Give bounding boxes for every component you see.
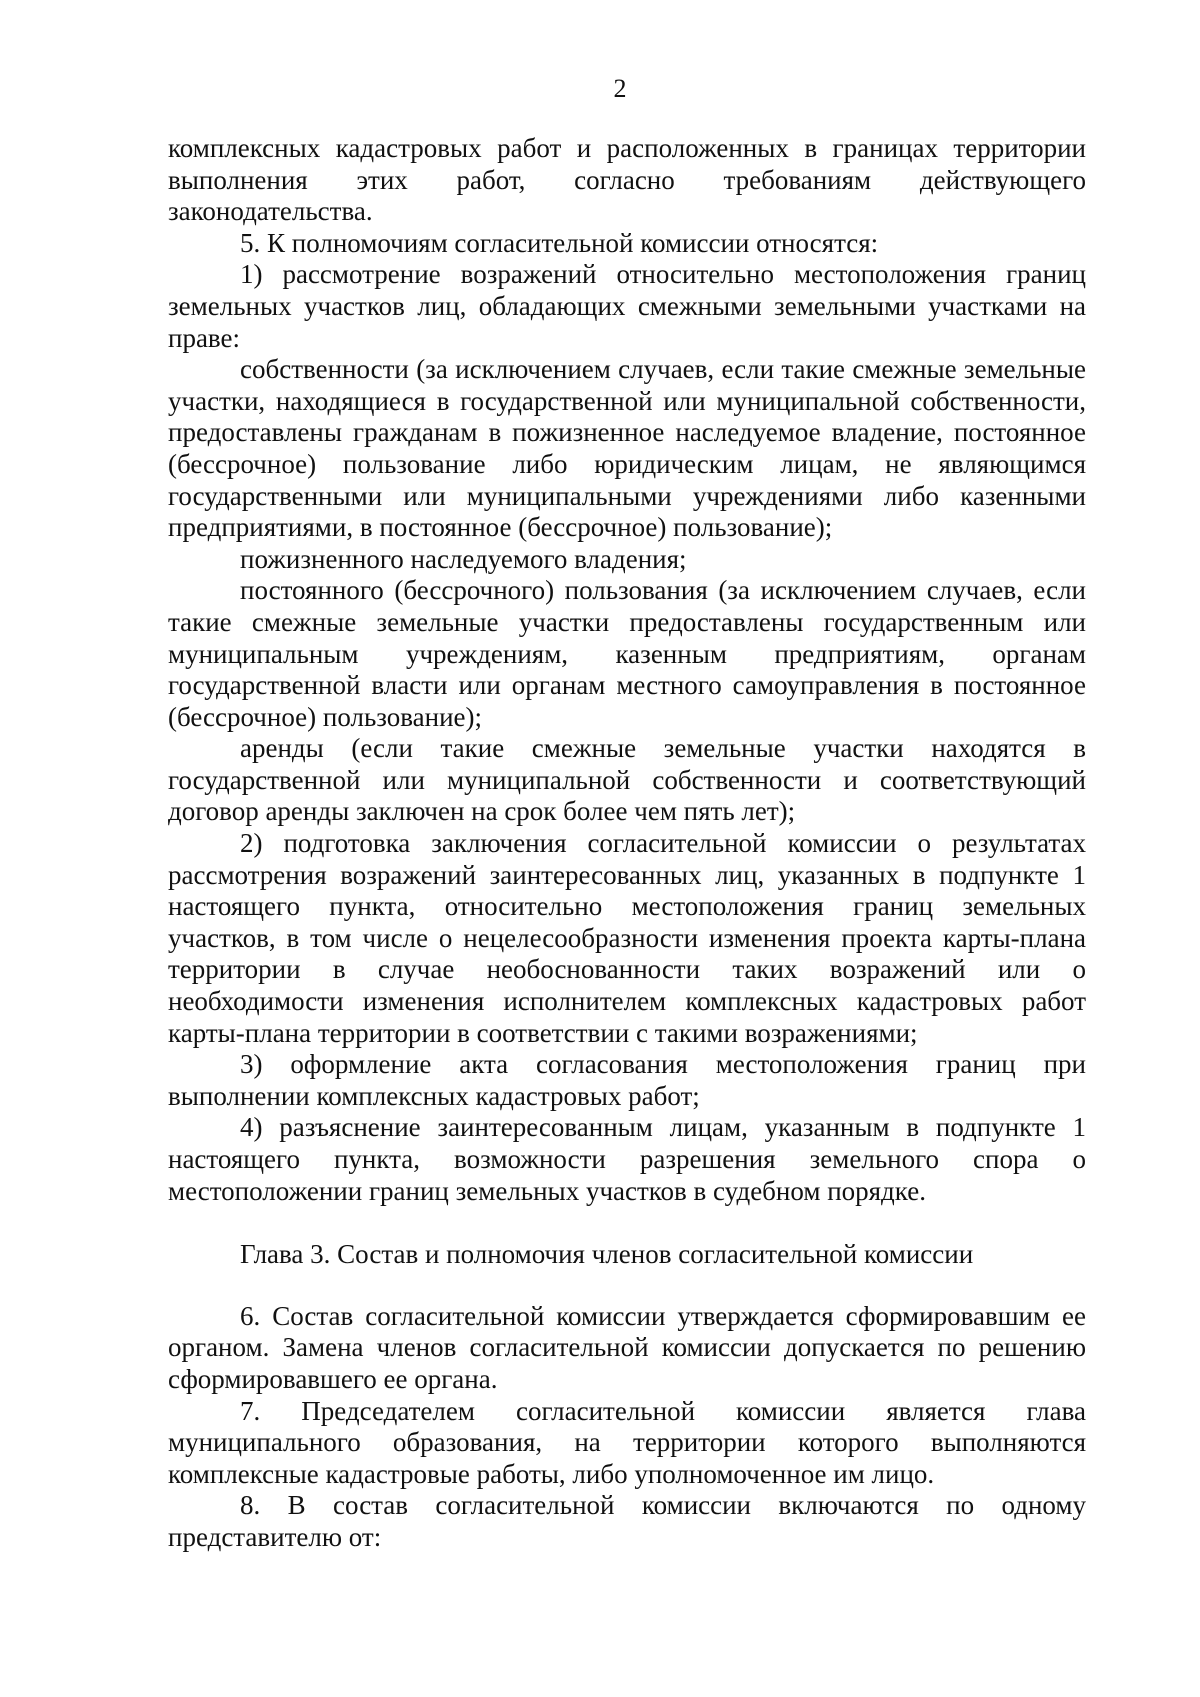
- paragraph: 1) рассмотрение возражений относительно местоположения границ земельных участков лиц, обладающих смежными земельными участками на праве:: [168, 259, 1086, 353]
- document-body: [168, 133, 1086, 1554]
- paragraph: 8. В состав согласительной комиссии включаются по одному представителю от:: [168, 1490, 1086, 1552]
- paragraph: собственности (за исключением случаев, если такие смежные земельные участки, находящиеся в государственной или муниципальной собственности, предоставлены гражданам в пожизненное наследуемое владение, постоянное (бессрочное) пользование либо юридическим лицам, не являющимся государственными или муниципальными учреждениями либо казенными предприятиями, в постоянное (бессрочное) пользование);: [168, 354, 1086, 543]
- paragraph: 4) разъяснение заинтересованным лицам, указанным в подпункте 1 настоящего пункта, возможности разрешения земельного спора о местоположении границ земельных участков в судебном порядке.: [168, 1112, 1086, 1206]
- paragraph: аренды (если такие смежные земельные участки находятся в государственной или муниципальной собственности и соответствующий договор аренды заключен на срок более чем пять лет);: [168, 733, 1086, 827]
- paragraph: 7. Председателем согласительной комиссии является глава муниципального образования, на территории которого выполняются комплексные кадастровые работы, либо уполномоченное им лицо.: [168, 1395, 1086, 1489]
- paragraph: постоянного (бессрочного) пользования (за исключением случаев, если такие смежные земельные участки предоставлены государственным или муниципальным учреждениям, казенным предприятиям, органам государственной власти или органам местного самоуправления в постоянное (бессрочное) пользование);: [168, 575, 1086, 732]
- paragraph: 3) оформление акта согласования местоположения границ при выполнении комплексных кадастровых работ;: [168, 1049, 1086, 1111]
- paragraph: пожизненного наследуемого владения;: [240, 543, 687, 574]
- page-number: 2: [613, 74, 627, 103]
- paragraph: 6. Состав согласительной комиссии утверждается сформировавшим ее органом. Замена членов согласительной комиссии допускается по решению сформировавшего ее органа.: [168, 1300, 1086, 1394]
- paragraphs-after-heading: [168, 1301, 1086, 1554]
- chapter-heading: Глава 3. Состав и полномочия членов согласительной комиссии: [240, 1239, 974, 1270]
- paragraphs-before-heading: [168, 133, 1086, 1207]
- paragraph: 2) подготовка заключения согласительной комиссии о результатах рассмотрения возражений заинтересованных лиц, указанных в подпункте 1 настоящего пункта, относительно местоположения границ земельных участков, в том числе о нецелесообразности изменения проекта карты-плана территории в случае необоснованности таких возражений или о необходимости изменения исполнителем комплексных кадастровых работ карты-плана территории в соответствии с такими возражениями;: [168, 828, 1086, 1048]
- paragraph: комплексных кадастровых работ и расположенных в границах территории выполнения этих работ, согласно требованиям действующего законодательства.: [168, 133, 1086, 227]
- paragraph: 5. К полномочиям согласительной комиссии относятся:: [240, 227, 879, 258]
